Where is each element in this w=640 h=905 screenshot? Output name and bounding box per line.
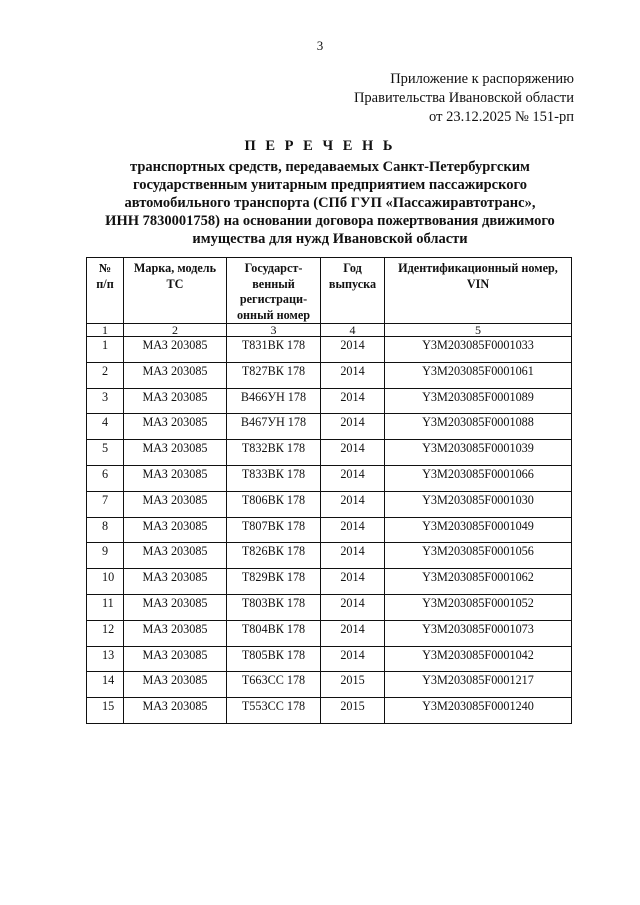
- header-line: VIN: [466, 276, 490, 291]
- vehicle-model: МАЗ 203085: [124, 388, 227, 414]
- column-index-row: [87, 324, 572, 337]
- vin: Y3M203085F0001061: [385, 362, 572, 388]
- row-number: 12: [87, 620, 124, 646]
- column-index: 3: [227, 324, 321, 337]
- vin: Y3M203085F0001089: [385, 388, 572, 414]
- table-row: [87, 646, 572, 672]
- row-number: 15: [87, 698, 124, 724]
- table-row: [87, 672, 572, 698]
- header-line: Идентификационный номер,: [398, 261, 558, 275]
- registration-number: Т826ВК 178: [227, 543, 321, 569]
- year: 2014: [321, 594, 385, 620]
- registration-number: Т829ВК 178: [227, 569, 321, 595]
- row-number: 6: [87, 465, 124, 491]
- column-index: 1: [87, 324, 124, 337]
- registration-number: Т804ВК 178: [227, 620, 321, 646]
- header-num: [87, 258, 124, 324]
- vehicle-model: МАЗ 203085: [124, 646, 227, 672]
- subtitle-line: ИНН 7830001758) на основании договора пожертвования движимого: [105, 213, 555, 229]
- vehicle-model: МАЗ 203085: [124, 569, 227, 595]
- header-line: Год: [343, 261, 362, 275]
- vin: Y3M203085F0001217: [385, 672, 572, 698]
- header-line: ТС: [166, 276, 184, 291]
- row-number: 7: [87, 491, 124, 517]
- row-number: 1: [87, 337, 124, 363]
- registration-number: Т833ВК 178: [227, 465, 321, 491]
- year: 2014: [321, 414, 385, 440]
- table-row: [87, 414, 572, 440]
- row-number: 3: [87, 388, 124, 414]
- row-number: 10: [87, 569, 124, 595]
- subtitle-line: автомобильного транспорта (СПб ГУП «Пассажиравтотранс»,: [124, 195, 536, 211]
- column-index: 4: [321, 324, 385, 337]
- vin: Y3M203085F0001052: [385, 594, 572, 620]
- vehicle-model: МАЗ 203085: [124, 362, 227, 388]
- row-number: 4: [87, 414, 124, 440]
- column-index: 5: [385, 324, 572, 337]
- page-number: 3: [316, 38, 324, 53]
- vin: Y3M203085F0001056: [385, 543, 572, 569]
- appendix-line: Правительства Ивановской области: [353, 90, 574, 106]
- vin: Y3M203085F0001030: [385, 491, 572, 517]
- table-row: [87, 491, 572, 517]
- vehicle-model: МАЗ 203085: [124, 543, 227, 569]
- vehicle-model: МАЗ 203085: [124, 440, 227, 466]
- row-number: 5: [87, 440, 124, 466]
- document-title: П Е Р Е Ч Е Н Ь: [244, 138, 396, 154]
- header-line: онный номер: [236, 307, 311, 322]
- appendix-line: от 23.12.2025 № 151-рп: [429, 109, 574, 125]
- vin: Y3M203085F0001049: [385, 517, 572, 543]
- year: 2014: [321, 620, 385, 646]
- table-row: [87, 440, 572, 466]
- vehicle-model: МАЗ 203085: [124, 698, 227, 724]
- row-number: 13: [87, 646, 124, 672]
- year: 2014: [321, 517, 385, 543]
- registration-number: Т805ВК 178: [227, 646, 321, 672]
- header-line: Государст-: [244, 261, 303, 275]
- table-row: [87, 698, 572, 724]
- vehicle-table: [86, 257, 572, 724]
- document-subtitle: [88, 158, 572, 248]
- registration-number: В466УН 178: [227, 388, 321, 414]
- year: 2014: [321, 362, 385, 388]
- year: 2014: [321, 337, 385, 363]
- registration-number: Т807ВК 178: [227, 517, 321, 543]
- year: 2014: [321, 440, 385, 466]
- vehicle-model: МАЗ 203085: [124, 465, 227, 491]
- vin: Y3M203085F0001039: [385, 440, 572, 466]
- vehicle-model: МАЗ 203085: [124, 337, 227, 363]
- header-line: венный: [252, 276, 295, 291]
- year: 2014: [321, 569, 385, 595]
- table-row: [87, 388, 572, 414]
- header-line: п/п: [96, 276, 114, 291]
- year: 2014: [321, 491, 385, 517]
- row-number: 8: [87, 517, 124, 543]
- registration-number: Т803ВК 178: [227, 594, 321, 620]
- vehicle-model: МАЗ 203085: [124, 620, 227, 646]
- vehicle-model: МАЗ 203085: [124, 594, 227, 620]
- registration-number: Т553СС 178: [227, 698, 321, 724]
- registration-number: Т831ВК 178: [227, 337, 321, 363]
- table-row: [87, 594, 572, 620]
- table-row: [87, 465, 572, 491]
- vehicle-model: МАЗ 203085: [124, 414, 227, 440]
- table-header-row: [87, 258, 572, 324]
- header-model: [124, 258, 227, 324]
- appendix-line: Приложение к распоряжению: [390, 71, 574, 87]
- header-line: выпуска: [328, 276, 377, 291]
- header-vin: [385, 258, 572, 324]
- registration-number: В467УН 178: [227, 414, 321, 440]
- table-row: [87, 362, 572, 388]
- table-row: [87, 517, 572, 543]
- column-index: 2: [124, 324, 227, 337]
- vin: Y3M203085F0001240: [385, 698, 572, 724]
- table-row: [87, 569, 572, 595]
- vin: Y3M203085F0001042: [385, 646, 572, 672]
- year: 2014: [321, 388, 385, 414]
- row-number: 2: [87, 362, 124, 388]
- appendix-block: [354, 70, 574, 127]
- year: 2015: [321, 672, 385, 698]
- row-number: 9: [87, 543, 124, 569]
- vin: Y3M203085F0001066: [385, 465, 572, 491]
- vin: Y3M203085F0001033: [385, 337, 572, 363]
- year: 2014: [321, 543, 385, 569]
- year: 2014: [321, 646, 385, 672]
- subtitle-line: государственным унитарным предприятием пассажирского: [133, 177, 527, 193]
- subtitle-line: транспортных средств, передаваемых Санкт-Петербургским: [130, 159, 530, 175]
- table-row: [87, 543, 572, 569]
- vin: Y3M203085F0001073: [385, 620, 572, 646]
- table-row: [87, 620, 572, 646]
- registration-number: Т827ВК 178: [227, 362, 321, 388]
- row-number: 11: [87, 594, 124, 620]
- header-line: регистраци-: [239, 292, 308, 306]
- registration-number: Т663СС 178: [227, 672, 321, 698]
- row-number: 14: [87, 672, 124, 698]
- subtitle-line: имущества для нужд Ивановской области: [192, 231, 468, 247]
- registration-number: Т832ВК 178: [227, 440, 321, 466]
- year: 2015: [321, 698, 385, 724]
- vehicle-model: МАЗ 203085: [124, 672, 227, 698]
- vin: Y3M203085F0001062: [385, 569, 572, 595]
- vehicle-model: МАЗ 203085: [124, 491, 227, 517]
- vehicle-model: МАЗ 203085: [124, 517, 227, 543]
- vin: Y3M203085F0001088: [385, 414, 572, 440]
- registration-number: Т806ВК 178: [227, 491, 321, 517]
- table-row: [87, 337, 572, 363]
- header-line: Марка, модель: [133, 261, 217, 275]
- header-registration: [227, 258, 321, 324]
- header-year: [321, 258, 385, 324]
- year: 2014: [321, 465, 385, 491]
- header-line: №: [98, 261, 112, 275]
